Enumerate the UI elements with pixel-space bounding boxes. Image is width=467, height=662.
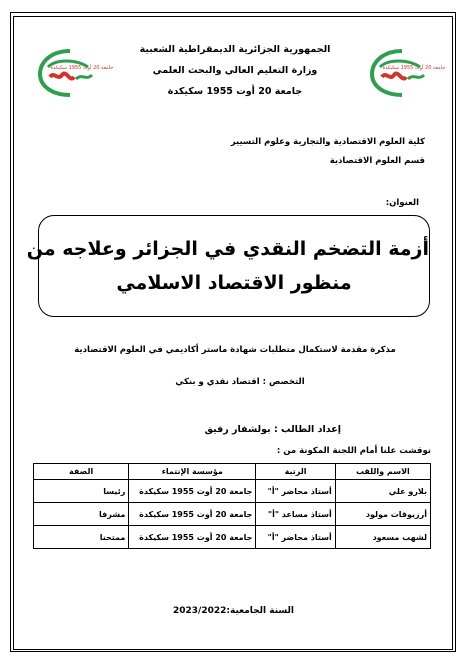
table-row	[34, 526, 431, 549]
university-logo-right	[368, 47, 446, 99]
university-logo-icon	[368, 47, 446, 99]
student-name: إعداد الطالب : بولشفار رفيق	[204, 424, 341, 435]
university-name: جامعة 20 أوت 1955 سكيكدة	[167, 86, 303, 97]
jury-rank: أستاذ محاضر "أ"	[256, 526, 335, 549]
jury-name: بلارو علي	[335, 480, 430, 503]
logo-text: جامعة 20 أوت 1955 سكيكدة	[50, 65, 114, 71]
specialty: التخصص : اقتصاد نقدي و بنكي	[175, 377, 305, 387]
jury-header-rank: الرتبة	[256, 464, 335, 480]
jury-header-role: الصفة	[34, 464, 129, 480]
jury-header-row	[34, 464, 431, 480]
jury-institution: جامعة 20 أوت 1955 سكيكدة	[129, 480, 256, 503]
jury-header-institution: مؤسسة الإنتماء	[129, 464, 256, 480]
inner-border-frame	[13, 16, 453, 650]
jury-role: رئيسا	[34, 480, 129, 503]
thesis-title-box	[26, 215, 430, 317]
jury-name: أرزيوقات مولود	[335, 503, 430, 526]
republic-name: الجمهورية الجزائرية الديمقراطية الشعبية	[139, 44, 331, 55]
jury-header-name: الاسم واللقب	[335, 464, 430, 480]
jury-name: لشهب مسعود	[335, 526, 430, 549]
jury-institution: جامعة 20 أوت 1955 سكيكدة	[129, 503, 256, 526]
logo-text: جامعة 20 أوت 1955 سكيكدة	[382, 65, 446, 71]
jury-rank: أستاذ مساعد "أ"	[256, 503, 335, 526]
table-row	[34, 503, 431, 526]
jury-role: ممتحنا	[34, 526, 129, 549]
thesis-title-line-1: أزمة التضخم النقدي في الجزائر وعلاجه من	[26, 238, 429, 260]
jury-institution: جامعة 20 أوت 1955 سكيكدة	[129, 526, 256, 549]
faculty-name: كلية العلوم الاقتصادية والتجارية وعلوم التسيير	[230, 137, 425, 147]
ministry-name: وزارة التعليم العالي والبحث العلمي	[152, 65, 318, 76]
thesis-title-line-2: منظور الاقتصاد الاسلامي	[116, 272, 352, 294]
university-logo-icon	[36, 47, 114, 99]
department-name: قسم العلوم الاقتصادية	[329, 156, 425, 166]
title-label: العنوان:	[385, 198, 419, 208]
jury-intro: نوقشت علنا أمام اللجنة المكونة من :	[276, 446, 431, 456]
academic-year: السنة الجامعية:2023/2022	[173, 606, 294, 616]
university-logo-left	[36, 47, 114, 99]
table-row	[34, 480, 431, 503]
jury-table	[33, 463, 431, 549]
memo-note: مذكرة مقدمة لاستكمال متطلبات شهادة ماستر أكاديمي في العلوم الاقتصادية	[74, 345, 396, 355]
jury-role: مشرفا	[34, 503, 129, 526]
jury-rank: أستاذ محاضر "أ"	[256, 480, 335, 503]
